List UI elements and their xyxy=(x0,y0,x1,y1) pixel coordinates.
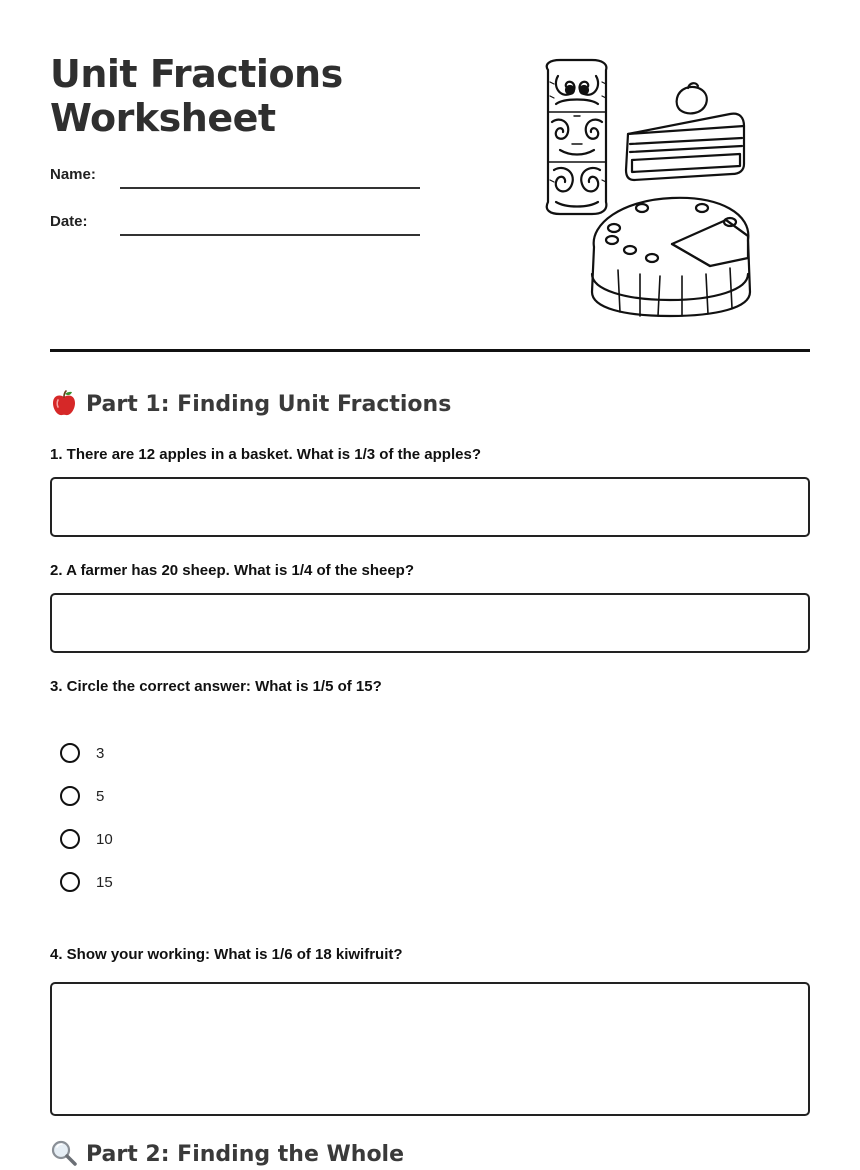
option-2[interactable] xyxy=(60,783,260,809)
option-label: 15 xyxy=(96,873,113,891)
radio-option-3[interactable] xyxy=(60,829,80,849)
question-1: 1. There are 12 apples in a basket. What is 1/3 of the apples? xyxy=(50,446,481,463)
option-label: 5 xyxy=(96,787,105,805)
answer-box-1[interactable] xyxy=(50,477,810,537)
name-label: Name: xyxy=(50,166,96,183)
question-4: 4. Show your working: What is 1/6 of 18 kiwifruit? xyxy=(50,946,403,963)
part2-heading xyxy=(50,1139,404,1169)
part1-heading-text: Part 1: Finding Unit Fractions xyxy=(86,392,452,417)
name-line[interactable] xyxy=(120,187,420,189)
answer-box-2[interactable] xyxy=(50,593,810,653)
page-title xyxy=(50,52,343,140)
apple-icon xyxy=(50,389,78,417)
date-line[interactable] xyxy=(120,234,420,236)
radio-option-2[interactable] xyxy=(60,786,80,806)
maori-carving-and-cake-icon xyxy=(530,52,760,322)
radio-option-1[interactable] xyxy=(60,743,80,763)
title-line-1: Unit Fractions xyxy=(50,52,343,96)
option-4[interactable] xyxy=(60,869,260,895)
radio-option-4[interactable] xyxy=(60,872,80,892)
question-2: 2. A farmer has 20 sheep. What is 1/4 of the sheep? xyxy=(50,562,415,579)
option-label: 10 xyxy=(96,830,113,848)
option-3[interactable] xyxy=(60,826,260,852)
question-3: 3. Circle the correct answer: What is 1/5 of 15? xyxy=(50,678,382,695)
title-line-2: Worksheet xyxy=(50,96,276,140)
name-field-row xyxy=(50,164,420,188)
option-1[interactable] xyxy=(60,740,260,766)
header-divider xyxy=(50,349,810,352)
option-label: 3 xyxy=(96,744,105,762)
date-field-row xyxy=(50,211,420,235)
part1-heading xyxy=(50,389,451,419)
date-label: Date: xyxy=(50,213,88,230)
part2-heading-text: Part 2: Finding the Whole xyxy=(86,1142,405,1167)
magnifier-icon xyxy=(50,1139,78,1167)
answer-box-4[interactable] xyxy=(50,982,810,1116)
